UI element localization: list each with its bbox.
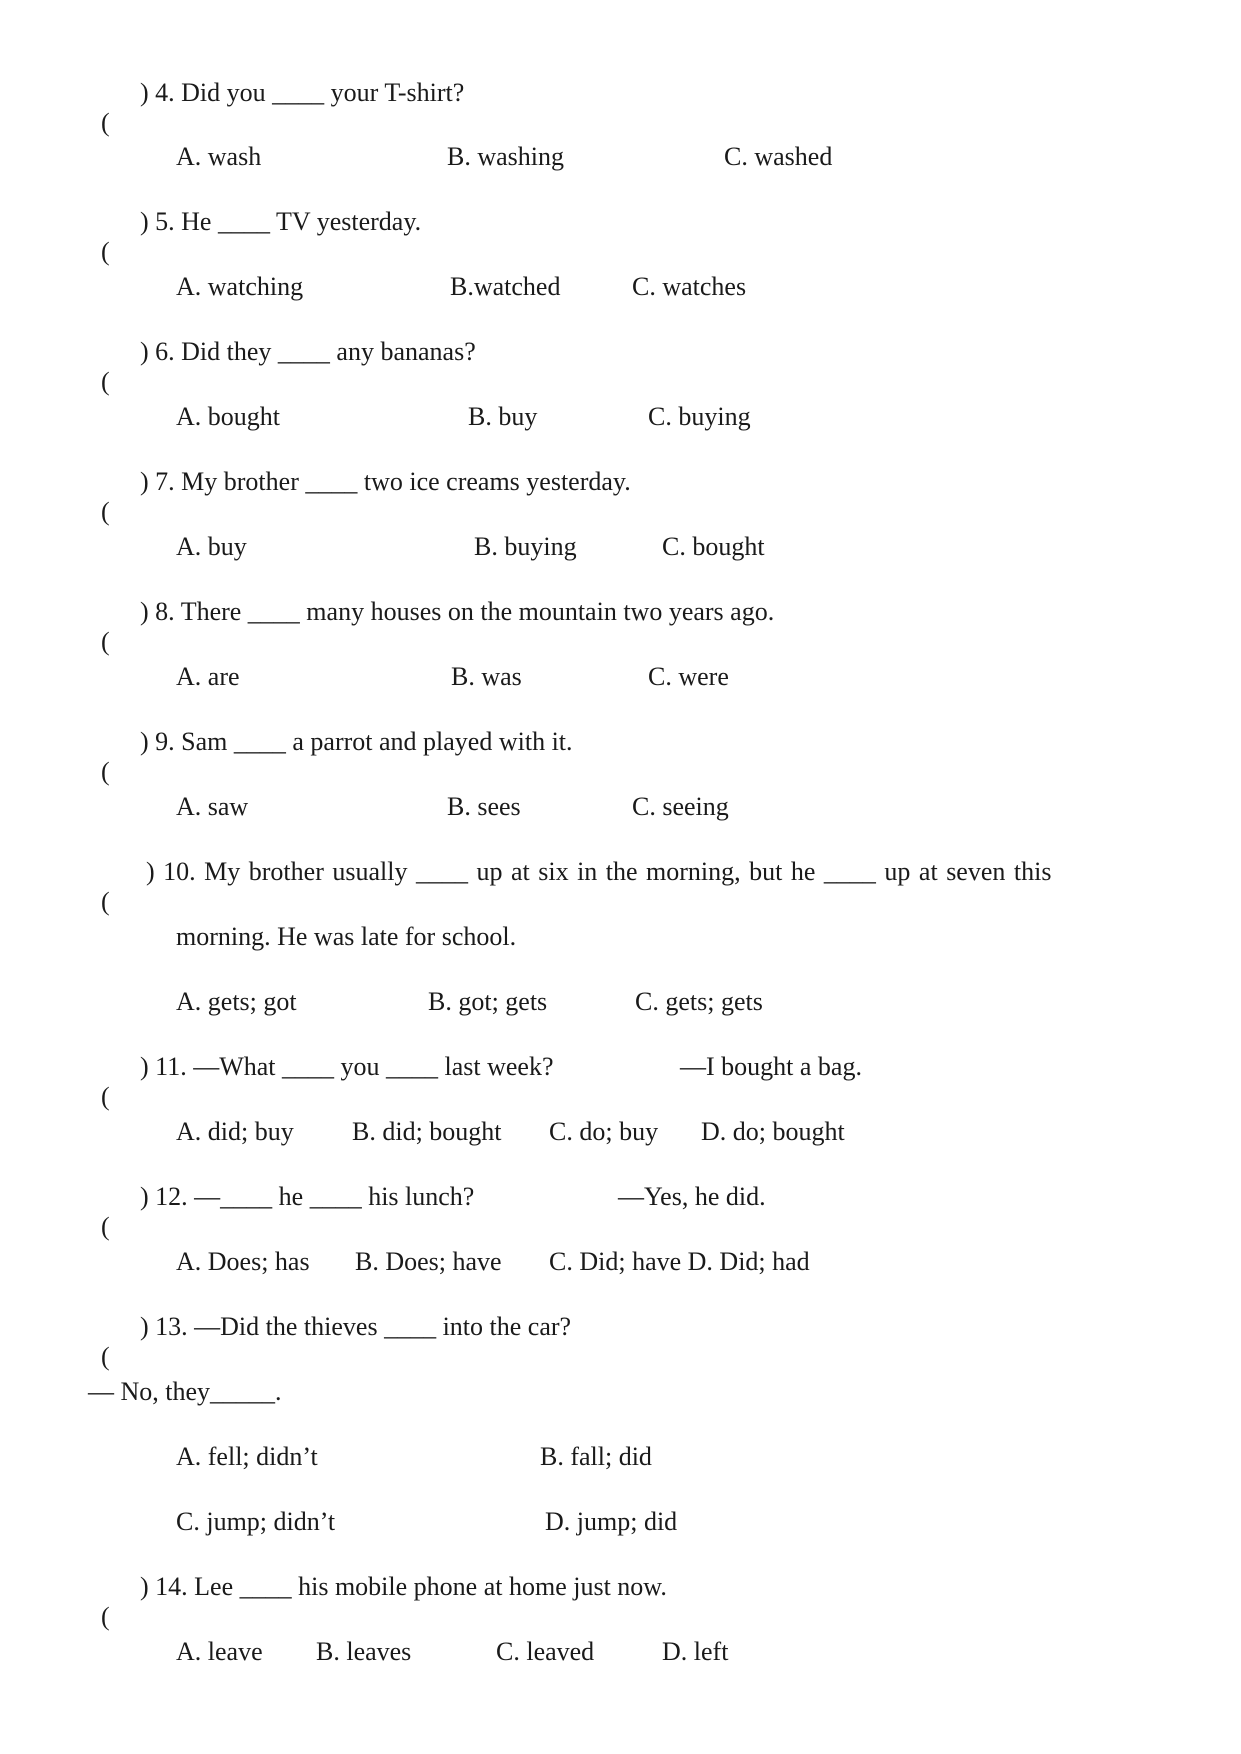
answer-paren: (: [101, 1342, 110, 1371]
question-12-answer: —Yes, he did.: [618, 1182, 766, 1211]
question-8: [88, 597, 110, 657]
answer-paren: (: [101, 1602, 110, 1631]
question-8-stem: ) 8. There ____ many houses on the mountain two years ago.: [140, 597, 775, 626]
option-a: A. buy: [176, 532, 247, 561]
question-13: [88, 1312, 110, 1372]
option-b: B. fall; did: [540, 1442, 652, 1471]
answer-paren: (: [101, 887, 110, 916]
option-a: A. Does; has: [176, 1247, 310, 1276]
option-b: B. buy: [468, 402, 538, 431]
answer-paren: (: [101, 1212, 110, 1241]
option-c: C. were: [648, 662, 729, 691]
option-c: C. washed: [724, 142, 833, 171]
answer-paren: (: [101, 1082, 110, 1111]
option-a: A. leave: [176, 1637, 263, 1666]
option-b: B.watched: [450, 272, 561, 301]
question-10: [88, 857, 110, 917]
option-a: A. watching: [176, 272, 304, 301]
option-c: C. do; buy: [549, 1117, 659, 1146]
question-13-stem: ) 13. —Did the thieves ____ into the car?: [140, 1312, 572, 1341]
option-a: A. fell; didn’t: [176, 1442, 318, 1471]
option-c: C. seeing: [632, 792, 729, 821]
option-c: C. watches: [632, 272, 747, 301]
option-b: B. leaves: [316, 1637, 412, 1666]
option-a: A. wash: [176, 142, 262, 171]
question-9-stem: ) 9. Sam ____ a parrot and played with it.: [140, 727, 573, 756]
option-b: B. Does; have: [355, 1247, 502, 1276]
option-b: B. did; bought: [352, 1117, 502, 1146]
question-14-stem: ) 14. Lee ____ his mobile phone at home just now.: [140, 1572, 667, 1601]
question-7-stem: ) 7. My brother ____ two ice creams yesterday.: [140, 467, 631, 496]
question-4-stem: ) 4. Did you ____ your T-shirt?: [140, 78, 465, 107]
option-a: A. saw: [176, 792, 249, 821]
question-5: [88, 207, 110, 267]
option-c: C. gets; gets: [635, 987, 763, 1016]
option-b: B. was: [451, 662, 522, 691]
option-c-d: C. Did; have D. Did; had: [549, 1247, 810, 1276]
option-a: A. bought: [176, 402, 280, 431]
question-4: [88, 78, 110, 138]
question-13-reply: — No, they_____.: [88, 1377, 282, 1406]
question-10-stem: ) 10. My brother usually ____ up at six in the morning, but he ____ up at seven this: [146, 857, 1052, 886]
option-b: B. buying: [474, 532, 577, 561]
option-c: C. leaved: [496, 1637, 595, 1666]
option-c: C. jump; didn’t: [176, 1507, 336, 1536]
option-c: C. buying: [648, 402, 751, 431]
question-11-answer: —I bought a bag.: [680, 1052, 862, 1081]
question-11-stem: ) 11. —What ____ you ____ last week?: [140, 1052, 554, 1081]
question-7: [88, 467, 110, 527]
option-b: B. got; gets: [428, 987, 548, 1016]
option-d: D. do; bought: [701, 1117, 845, 1146]
question-5-stem: ) 5. He ____ TV yesterday.: [140, 207, 422, 236]
question-10-stem-continued: morning. He was late for school.: [176, 922, 517, 951]
question-11: [88, 1052, 110, 1112]
option-c: C. bought: [662, 532, 765, 561]
answer-paren: (: [101, 627, 110, 656]
question-12: [88, 1182, 110, 1242]
answer-paren: (: [101, 367, 110, 396]
question-6-stem: ) 6. Did they ____ any bananas?: [140, 337, 476, 366]
option-a: A. are: [176, 662, 240, 691]
answer-paren: (: [101, 108, 110, 137]
option-d: D. left: [662, 1637, 729, 1666]
question-14: [88, 1572, 110, 1632]
option-d: D. jump; did: [545, 1507, 678, 1536]
question-12-stem: ) 12. —____ he ____ his lunch?: [140, 1182, 475, 1211]
option-a: A. did; buy: [176, 1117, 294, 1146]
answer-paren: (: [101, 237, 110, 266]
question-6: [88, 337, 110, 397]
question-9: [88, 727, 110, 787]
answer-paren: (: [101, 497, 110, 526]
option-b: B. sees: [447, 792, 521, 821]
answer-paren: (: [101, 757, 110, 786]
option-a: A. gets; got: [176, 987, 297, 1016]
option-b: B. washing: [447, 142, 564, 171]
